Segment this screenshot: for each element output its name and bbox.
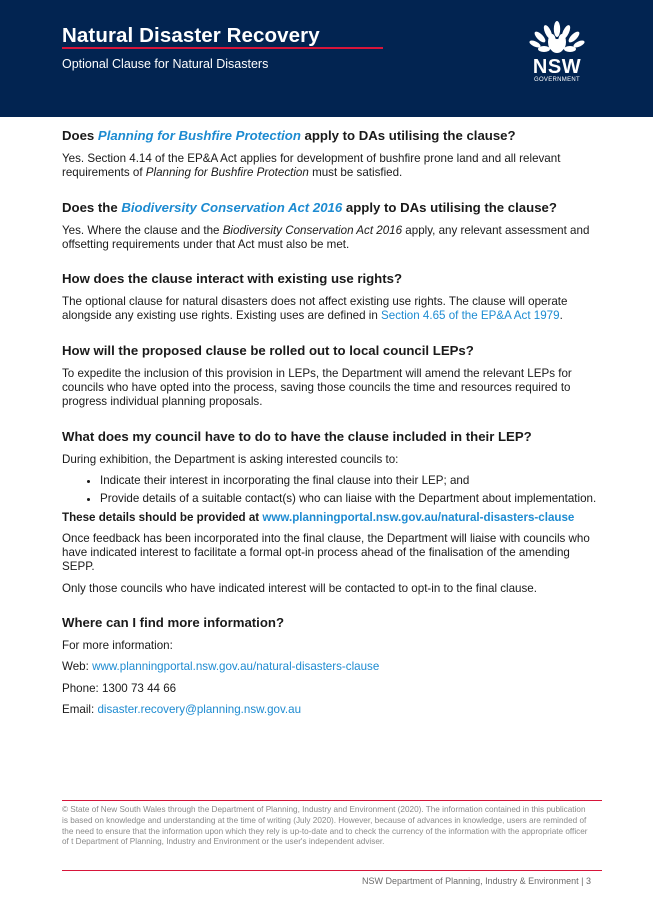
main-content	[62, 127, 602, 724]
section-existing-use-rights	[62, 270, 602, 324]
footer-divider	[62, 870, 602, 871]
title-underline	[62, 47, 383, 49]
section-heading: How will the proposed clause be rolled out to local council LEPs?	[62, 342, 474, 358]
section-rollout	[62, 342, 602, 410]
section-body: Once feedback has been incorporated into the final clause, the Department will liaise with councils who have indicated interest to facilitate a formal opt-in process ahead of the finalisation of the amending SEPP.	[62, 531, 590, 574]
section-heading: Where can I find more information?	[62, 615, 285, 631]
details-paragraph: These details should be provided at www.planningportal.nsw.gov.au/natural-disasters-clause	[62, 510, 575, 524]
ep-a-act-link[interactable]: Section 4.65 of the EP&A Act 1979	[381, 309, 560, 323]
email-link[interactable]: disaster.recovery@planning.nsw.gov.au	[97, 702, 302, 716]
waratah-icon	[526, 20, 588, 56]
section-body: Yes. Where the clause and the Biodiversity Conservation Act 2016 apply, any relevant assessment and offsetting requirements under that Act must also be met.	[62, 223, 590, 251]
logo-government-text: GOVERNMENT	[533, 77, 580, 83]
copyright-disclaimer: © State of New South Wales through the Department of Planning, Industry and Environment (2020). The information contained in this publication is based on knowledge and understanding at the time of writing (July 2020). However, because of advances in knowledge, users are reminded of the need to ensure that the information upon which they rely is up-to-date and to check the currency of the information with the appropriate officer of t Department of Planning, Industry and Environment or the user's independent adviser.	[62, 805, 588, 847]
page-footer-label: NSW Department of Planning, Industry & Environment | 3	[362, 876, 591, 886]
nsw-government-logo	[526, 20, 588, 90]
list-item: • Indicate their interest in incorporating the final clause into their LEP; and	[100, 474, 602, 488]
section-body: Only those councils who have indicated interest will be contacted to opt-in to the final clause.	[62, 581, 537, 595]
list-item: • Provide details of a suitable contact(s) who can liaise with the Department about implementation.	[100, 492, 602, 506]
section-heading: Does Planning for Bushfire Protection apply to DAs utilising the clause?	[62, 128, 516, 143]
document-title: Natural Disaster Recovery	[62, 24, 320, 47]
section-bushfire	[62, 127, 602, 181]
section-heading: What does my council have to do to have the clause included in their LEP?	[62, 428, 532, 444]
section-council-actions	[62, 428, 602, 596]
section-heading: Does the Biodiversity Conservation Act 2016 apply to DAs utilising the clause?	[62, 199, 557, 215]
page-header	[0, 0, 653, 117]
logo-nsw-text: NSW	[532, 56, 582, 78]
section-body: To expedite the inclusion of this provision in LEPs, the Department will amend the relevant LEPs for councils who have opted into the process, saving those councils the time and resources required to progress individual planning proposals.	[62, 366, 572, 409]
section-more-information	[62, 614, 602, 717]
section-intro: For more information:	[62, 639, 173, 653]
section-biodiversity	[62, 199, 602, 253]
section-body: The optional clause for natural disasters does not affect existing use rights. The clause will operate alongside any existing use rights. Existing uses are defined in Section 4.65 of the EP&A Act 1979.	[62, 295, 568, 323]
email-line: Email: disaster.recovery@planning.nsw.gov.au	[62, 702, 302, 716]
phone-line: Phone: 1300 73 44 66	[62, 681, 177, 695]
section-heading: How does the clause interact with existing use rights?	[62, 271, 403, 287]
section-intro: During exhibition, the Department is asking interested councils to:	[62, 452, 399, 466]
natural-disasters-clause-link[interactable]: www.planningportal.nsw.gov.au/natural-disasters-clause	[262, 510, 575, 524]
document-subtitle: Optional Clause for Natural Disasters	[62, 57, 269, 71]
council-actions-list	[62, 474, 602, 507]
section-body: Yes. Section 4.14 of the EP&A Act applies for development of bushfire prone land and all relevant requirements of Planning for Bushfire Protection must be satisfied.	[62, 152, 561, 180]
planning-portal-link[interactable]: www.planningportal.nsw.gov.au/natural-disasters-clause	[92, 660, 380, 674]
footer-divider	[62, 800, 602, 801]
web-line: Web: www.planningportal.nsw.gov.au/natural-disasters-clause	[62, 660, 380, 674]
